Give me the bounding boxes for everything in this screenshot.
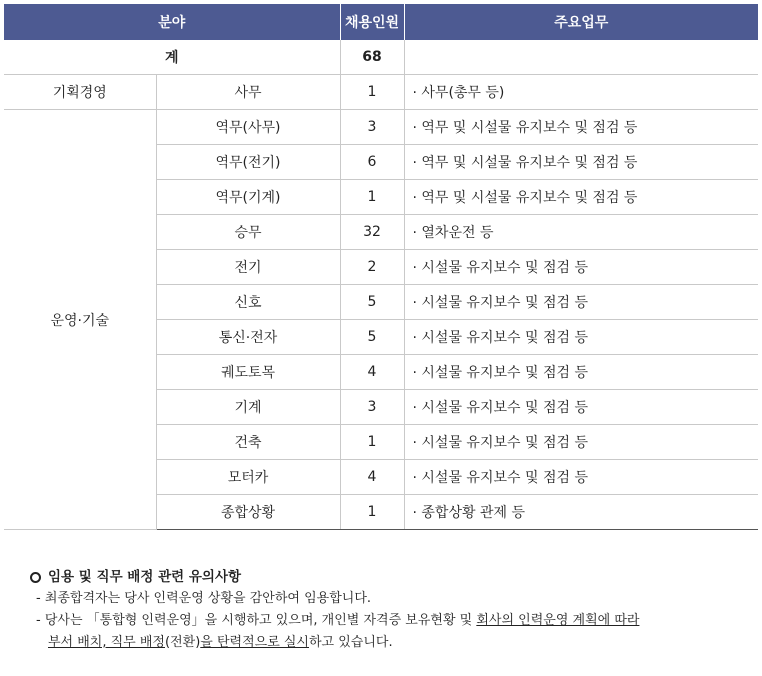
underlined-text: 부서 배치, 직무 배정 (48, 635, 165, 650)
notice-heading-text: 임용 및 직무 배정 관련 유의사항 (48, 569, 242, 585)
count-cell: 3 (340, 390, 404, 425)
sub-field-cell: 신호 (156, 285, 340, 320)
count-cell: 5 (340, 285, 404, 320)
count-cell: 4 (340, 355, 404, 390)
count-cell: 3 (340, 110, 404, 145)
underlined-text: 을 탄력적으로 실시 (200, 635, 309, 650)
field-cell: 기획경영 (4, 75, 156, 110)
notice-item-continuation (30, 632, 750, 654)
sub-field-cell: 역무(기계) (156, 180, 340, 215)
sub-field-cell: 역무(사무) (156, 110, 340, 145)
total-row (4, 40, 758, 75)
duty-cell: · 시설물 유지보수 및 점검 등 (404, 285, 758, 320)
table-row (4, 75, 758, 110)
count-cell: 4 (340, 460, 404, 495)
sub-field-cell: 사무 (156, 75, 340, 110)
count-cell: 1 (340, 180, 404, 215)
duty-cell: · 역무 및 시설물 유지보수 및 점검 등 (404, 145, 758, 180)
count-cell: 5 (340, 320, 404, 355)
table-row (4, 110, 758, 145)
header-field: 분야 (4, 4, 340, 40)
sub-field-cell: 역무(전기) (156, 145, 340, 180)
count-cell: 1 (340, 75, 404, 110)
sub-field-cell: 통신·전자 (156, 320, 340, 355)
total-label: 계 (4, 40, 340, 75)
duty-cell: · 시설물 유지보수 및 점검 등 (404, 320, 758, 355)
count-cell: 6 (340, 145, 404, 180)
sub-field-cell: 기계 (156, 390, 340, 425)
notice-heading (30, 566, 750, 588)
notice-item (30, 610, 750, 632)
total-count: 68 (340, 40, 404, 75)
duty-cell: · 시설물 유지보수 및 점검 등 (404, 390, 758, 425)
sub-field-cell: 건축 (156, 425, 340, 460)
notice-section (30, 566, 750, 654)
duty-cell: · 시설물 유지보수 및 점검 등 (404, 250, 758, 285)
header-duty: 주요업무 (404, 4, 758, 40)
duty-cell: · 역무 및 시설물 유지보수 및 점검 등 (404, 180, 758, 215)
count-cell: 1 (340, 425, 404, 460)
circle-bullet-icon (30, 572, 41, 583)
count-cell: 1 (340, 495, 404, 530)
duty-cell: · 종합상황 관제 등 (404, 495, 758, 530)
duty-cell: · 열차운전 등 (404, 215, 758, 250)
notice-text: (전환) (165, 635, 201, 650)
table-header-row (4, 4, 758, 40)
duty-cell: · 사무(총무 등) (404, 75, 758, 110)
sub-field-cell: 전기 (156, 250, 340, 285)
recruitment-table (4, 4, 758, 530)
field-cell: 운영·기술 (4, 110, 156, 530)
notice-item: - 최종합격자는 당사 인력운영 상황을 감안하여 임용합니다. (36, 591, 372, 606)
sub-field-cell: 궤도토목 (156, 355, 340, 390)
underlined-text: 회사의 인력운영 계획에 따라 (476, 613, 640, 628)
sub-field-cell: 모터카 (156, 460, 340, 495)
count-cell: 2 (340, 250, 404, 285)
header-count: 채용인원 (340, 4, 404, 40)
notice-text: - 당사는 「통합형 인력운영」을 시행하고 있으며, 개인별 자격증 보유현황 및 (36, 613, 477, 628)
duty-cell: · 시설물 유지보수 및 점검 등 (404, 460, 758, 495)
duty-cell: · 시설물 유지보수 및 점검 등 (404, 425, 758, 460)
total-duty (404, 40, 758, 75)
duty-cell: · 역무 및 시설물 유지보수 및 점검 등 (404, 110, 758, 145)
sub-field-cell: 승무 (156, 215, 340, 250)
count-cell: 32 (340, 215, 404, 250)
sub-field-cell: 종합상황 (156, 495, 340, 530)
duty-cell: · 시설물 유지보수 및 점검 등 (404, 355, 758, 390)
notice-text: 하고 있습니다. (309, 635, 393, 650)
